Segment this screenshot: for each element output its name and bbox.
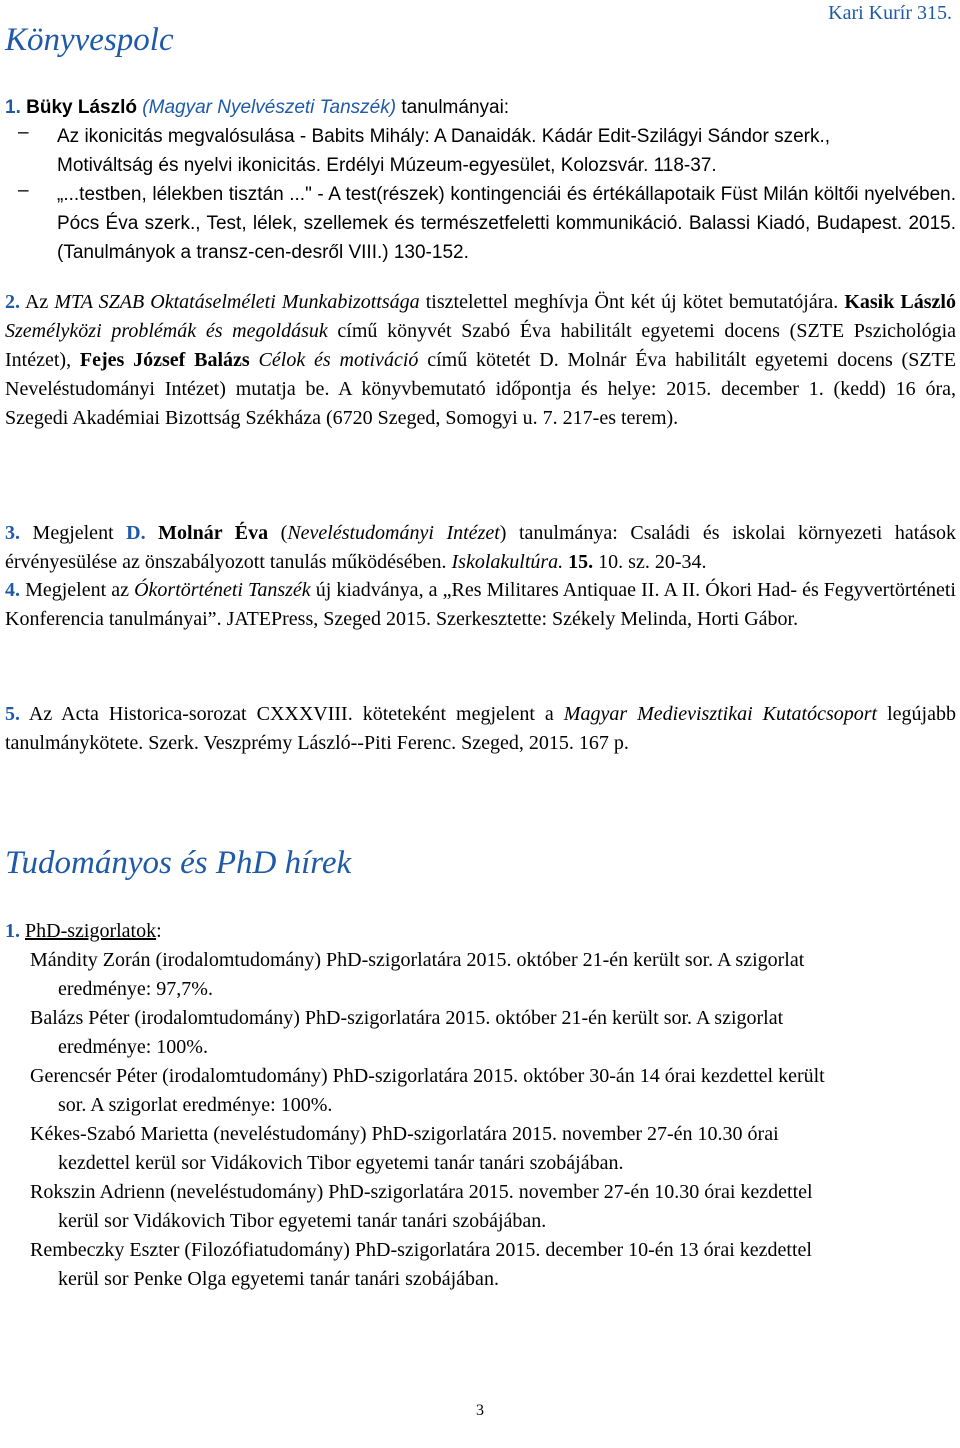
item-text: Az [20, 291, 55, 313]
item-4-paragraph [5, 576, 956, 634]
list-item [30, 1120, 958, 1178]
list-item [30, 1236, 958, 1294]
phd-entry-line: kezdettel kerül sor Vidákovich Tibor egyetemi tanár tanári szobájában. [58, 1152, 624, 1174]
item-text: új kiadványa, a „Res Militares Antiquae II. A II. Ókori Had- és Fegyvertörténeti Konferencia tanulmányai”. JATEPress, Szeged 2015. Szerkesztette: Székely Melinda, Horti Gábor. [5, 579, 956, 630]
phd-entry-line: eredménye: 100%. [58, 1036, 208, 1058]
phd-entry-line: eredménye: 97,7%. [58, 978, 213, 1000]
list-item [30, 1004, 958, 1062]
book-title: Célok és motiváció [258, 349, 419, 371]
item-text: 10. sz. 20-34. [593, 551, 707, 573]
item-5-paragraph [5, 700, 956, 758]
phd-entry-line: Balázs Péter (irodalomtudomány) PhD-szigorlatára 2015. október 21-én került sor. A szigorlat [30, 1007, 784, 1029]
item-text: ( [268, 522, 288, 544]
item-number: 1. [5, 97, 21, 118]
section-title-phd: Tudományos és PhD hírek [5, 845, 352, 881]
item-number: 1. [5, 920, 20, 942]
item-text: Megjelent az [20, 579, 135, 601]
entry-2: „...testben, lélekben tisztán ..." - A test(részek) kontingenciái és értékállapotaik Füst Milán költői nyelvében. Pócs Éva szerk., Test, lélek, szellemek és természetfeletti kommunikáció. Balassi Kiadó, Budapest. 2015. (Tanulmányok a transz-cen-desről VIII.) 130-152. [57, 184, 956, 263]
item-1-intro [5, 93, 956, 122]
item-text: Megjelent [20, 522, 127, 544]
item-text: című kötetét D. Molnár Éva habilitált egyetemi docens (SZTE Neveléstudományi Intézet) mutatja be. A könyvbemutató időpontja és helye: 2015. december 1. (kedd) 16 óra, Szegedi Akadémiai Bizottság Székháza (6720 Szeged, Somogyi u. 7. 217-es terem). [5, 349, 956, 429]
item-text: : [156, 920, 162, 942]
item-number: 4. [5, 579, 20, 601]
phd-entry-line: Kékes-Szabó Marietta (neveléstudomány) PhD-szigorlatára 2015. november 27-én 10.30 órai [30, 1123, 779, 1145]
item-text: ) tanulmánya: Családi és iskolai környezeti hatások érvényesülése az önszabályozott tanulás működésében. [5, 522, 956, 573]
phd-heading [5, 917, 956, 946]
list-item [30, 1062, 958, 1120]
phd-entry-line: Rokszin Adrienn (neveléstudomány) PhD-szigorlatára 2015. november 27-én 10.30 órai kezdettel [30, 1181, 813, 1203]
phd-entry-line: sor. A szigorlat eredménye: 100%. [58, 1094, 333, 1116]
phd-entry-line: kerül sor Penke Olga egyetemi tanár tanári szobájában. [58, 1268, 499, 1290]
header-publication: Kari Kurír 315. [828, 2, 952, 24]
item-text: Az Acta Historica-sorozat CXXXVIII. köteteként megjelent a [20, 703, 564, 725]
book-title: Személyközi problémák és megoldásuk [5, 320, 328, 342]
entry-1-line-2: Motiváltság és nyelvi ikonicitás. Erdélyi Múzeum-egyesület, Kolozsvár. 118-37. [57, 155, 717, 176]
item-text: című könyvét Szabó Éva habilitált egyetemi docens (SZTE Pszichológia Intézet), [5, 320, 957, 371]
item-number: 5. [5, 703, 20, 725]
phd-exams-label: PhD-szigorlatok [25, 920, 157, 942]
phd-entry-line: Rembeczky Eszter (Filozófiatudomány) PhD-szigorlatára 2015. december 10-én 13 órai kezdettel [30, 1239, 812, 1261]
item-number: 2. [5, 291, 20, 313]
item-text: legújabb tanulmánykötete. Szerk. Veszprémy László--Piti Ferenc. Szeged, 2015. 167 p. [5, 703, 956, 754]
spacer [146, 522, 159, 544]
item-number: 3. [5, 522, 20, 544]
page-number: 3 [476, 1402, 484, 1419]
spacer [250, 349, 259, 371]
journal-name: Iskolakultúra. [451, 551, 564, 573]
item-2-paragraph [5, 288, 956, 433]
author-name: Molnár Éva [158, 522, 269, 544]
item-text: tanulmányai: [396, 97, 510, 118]
entry-1-line-1: Az ikonicitás megvalósulása - Babits Mihály: A Danaidák. Kádár Edit-Szilágyi Sándor szerk., [57, 126, 831, 147]
author-name: Fejes József Balázs [79, 349, 250, 371]
organization-name: MTA SZAB Oktatáselméleti Munkabizottsága [54, 291, 420, 313]
author-initial: D. [126, 522, 146, 544]
author-name: Kasik László [844, 291, 956, 313]
author-name: Büky László [26, 97, 138, 118]
department-name: Ókortörténeti Tanszék [134, 579, 311, 601]
item-text: tisztelettel meghívja Önt két új kötet bemutatójára. [419, 291, 845, 313]
department-name: (Magyar Nyelvészeti Tanszék) [142, 97, 397, 118]
volume-number: 15. [568, 551, 594, 573]
section-title-books: Könyvespolc [5, 22, 174, 58]
phd-entry-line: Mándity Zorán (irodalomtudomány) PhD-szigorlatára 2015. október 21-én került sor. A szigorlat [30, 949, 805, 971]
research-group-name: Magyar Medievisztikai Kutatócsoport [563, 703, 878, 725]
list-item [30, 1178, 958, 1236]
list-dash: – [18, 122, 29, 143]
institute-name: Neveléstudományi Intézet [287, 522, 500, 544]
list-item [30, 946, 958, 1004]
item-3-paragraph [5, 519, 956, 577]
list-dash: – [18, 180, 29, 201]
phd-entry-line: Gerencsér Péter (irodalomtudomány) PhD-szigorlatára 2015. október 30-án 14 órai kezdettel került [30, 1065, 825, 1087]
phd-entry-line: kerül sor Vidákovich Tibor egyetemi tanár tanári szobájában. [58, 1210, 547, 1232]
